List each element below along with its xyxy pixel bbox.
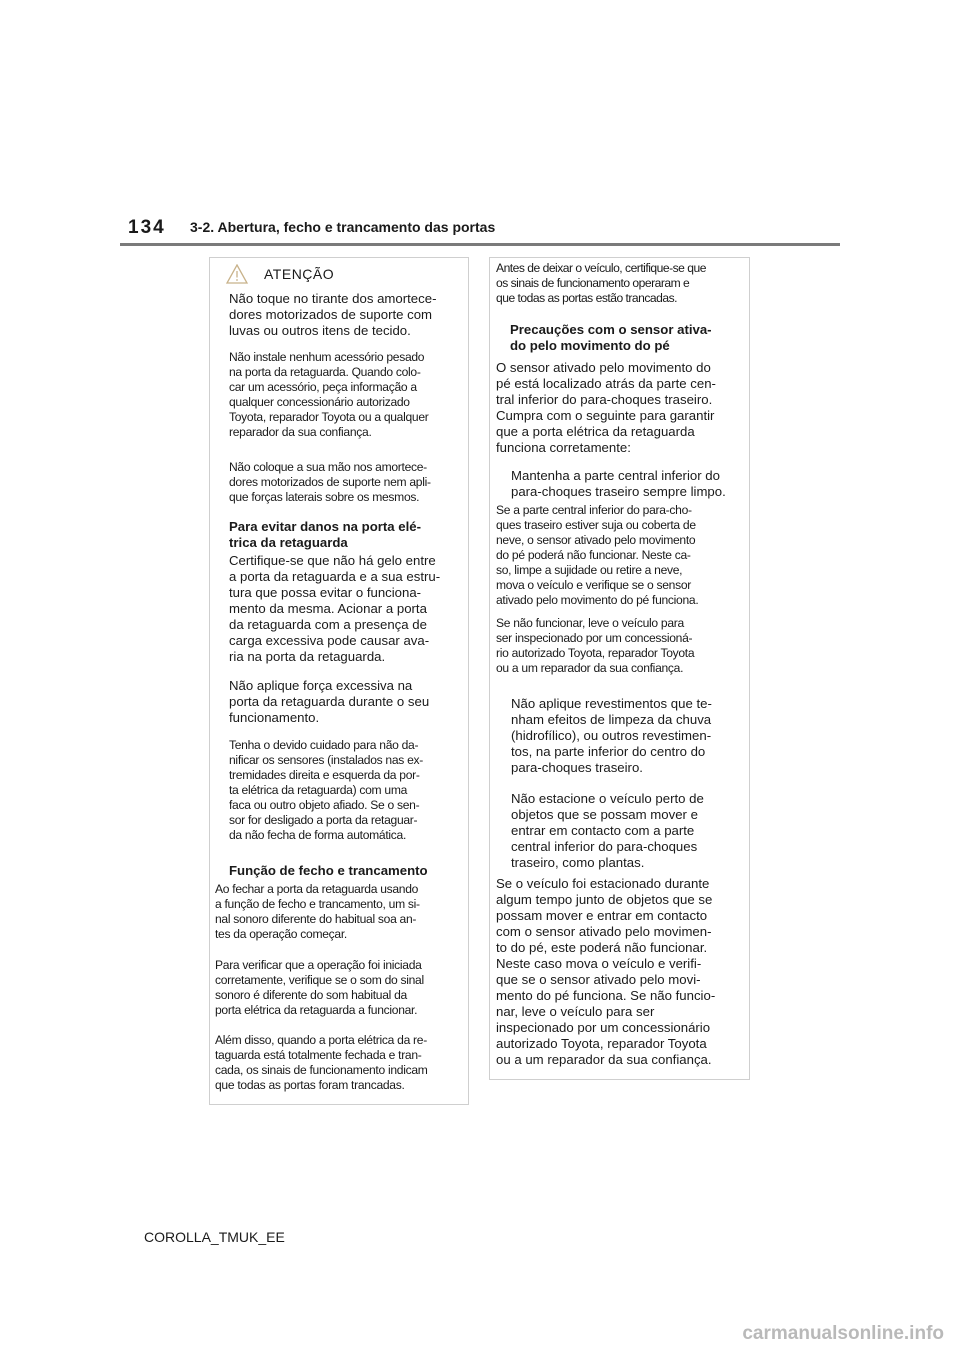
warning-paragraph: Ao fechar a porta da retaguarda usando a função de fecho e trancamento, um si- nal sonoro diferente do habitual soa an- tes da operação começar. <box>215 882 420 941</box>
warning-paragraph: Para verificar que a operação foi iniciada corretamente, verifique se o som do sinal sonoro é diferente do som habitual da porta elétrica da retaguarda a funcionar. <box>215 958 424 1017</box>
warning-subheading: Precauções com o sensor ativa- do pelo movimento do pé <box>510 322 712 353</box>
warning-paragraph: Se a parte central inferior do para-cho- ques traseiro estiver suja ou coberta de neve, o sensor ativado pelo movimento do pé poderá não funcionar. Neste ca- so, limpe a sujidade ou retire a neve, mova o veículo e verifique se o sensor ativado pelo movimento do pé funciona. <box>496 503 699 607</box>
document-code: COROLLA_TMUK_EE <box>144 1229 285 1245</box>
warning-paragraph: Se não funcionar, leve o veículo para ser inspecionado por um concessioná- rio autorizado Toyota, reparador Toyota ou a um reparador da sua confiança. <box>496 616 695 675</box>
warning-header <box>226 264 456 288</box>
warning-paragraph: Não coloque a sua mão nos amortece- dores motorizados de suporte nem apli- que forças laterais sobre os mesmos. <box>229 460 431 504</box>
warning-paragraph: Antes de deixar o veículo, certifique-se que os sinais de funcionamento operaram e que todas as portas estão trancadas. <box>496 261 706 305</box>
warning-paragraph: Se o veículo foi estacionado durante algum tempo junto de objetos que se possam mover e entrar em contacto com o sensor ativado pelo movimen- to do pé, este poderá não funcionar. Neste caso mova o veículo e verifi- que se o sensor ativado pelo movi- mento do pé funciona. Se não funcio- nar, leve o veículo para ser inspecionado por um concessionário autorizado Toyota, reparador Toyota ou a um reparador da sua confiança. <box>496 876 716 1067</box>
section-title: 3-2. Abertura, fecho e trancamento das portas <box>190 219 496 235</box>
warning-paragraph: Além disso, quando a porta elétrica da re- taguarda está totalmente fechada e tran- cada, os sinais de funcionamento indicam que todas as portas foram trancadas. <box>215 1033 428 1092</box>
warning-subheading: Para evitar danos na porta elé- trica da retaguarda <box>229 519 422 550</box>
warning-paragraph: Não aplique revestimentos que te- nham efeitos de limpeza da chuva (hidrofílico), ou outros revestimen- tos, na parte inferior do centro do para-choques traseiro. <box>511 696 712 775</box>
warning-paragraph: Não instale nenhum acessório pesado na porta da retaguarda. Quando colo- car um acessório, peça informação a qualquer concessionário autorizado Toyota, reparador Toyota ou a qualquer reparador da sua confiança. <box>229 350 429 439</box>
warning-paragraph: Tenha o devido cuidado para não da- nificar os sensores (instalados nas ex- tremidades direita e esquerda da por- ta elétrica da retaguarda) com uma faca ou outro objeto afiado. Se o sen- sor for desligado a porta da retaguar- da não fecha de forma automática. <box>229 738 423 842</box>
header-divider <box>120 243 840 246</box>
watermark: carmanualsonline.info <box>742 1323 944 1344</box>
warning-triangle-icon <box>226 264 248 284</box>
warning-paragraph: Certifique-se que não há gelo entre a porta da retaguarda e a sua estru- tura que possa evitar o funciona- mento da mesma. Acionar a porta da retaguarda com a presença de carga excessiva pode causar ava- ria na porta da retaguarda. <box>229 553 441 664</box>
page-number: 134 <box>128 217 166 238</box>
warning-paragraph: Não toque no tirante dos amortece- dores motorizados de suporte com luvas ou outros itens de tecido. <box>229 291 437 338</box>
warning-paragraph: Mantenha a parte central inferior do para-choques traseiro sempre limpo. <box>511 468 726 499</box>
warning-paragraph: O sensor ativado pelo movimento do pé está localizado atrás da parte cen- tral inferior do para-choques traseiro. Cumpra com o seguinte para garantir que a porta elétrica da retaguarda funciona corretamente: <box>496 360 716 455</box>
warning-title: ATENÇÃO <box>264 266 335 282</box>
warning-paragraph: Não estacione o veículo perto de objetos que se possam mover e entrar em contacto com a parte central inferior do para-choques traseiro, como plantas. <box>511 791 704 870</box>
warning-paragraph: Não aplique força excessiva na porta da retaguarda durante o seu funcionamento. <box>229 678 430 725</box>
warning-subheading: Função de fecho e trancamento <box>229 863 428 878</box>
